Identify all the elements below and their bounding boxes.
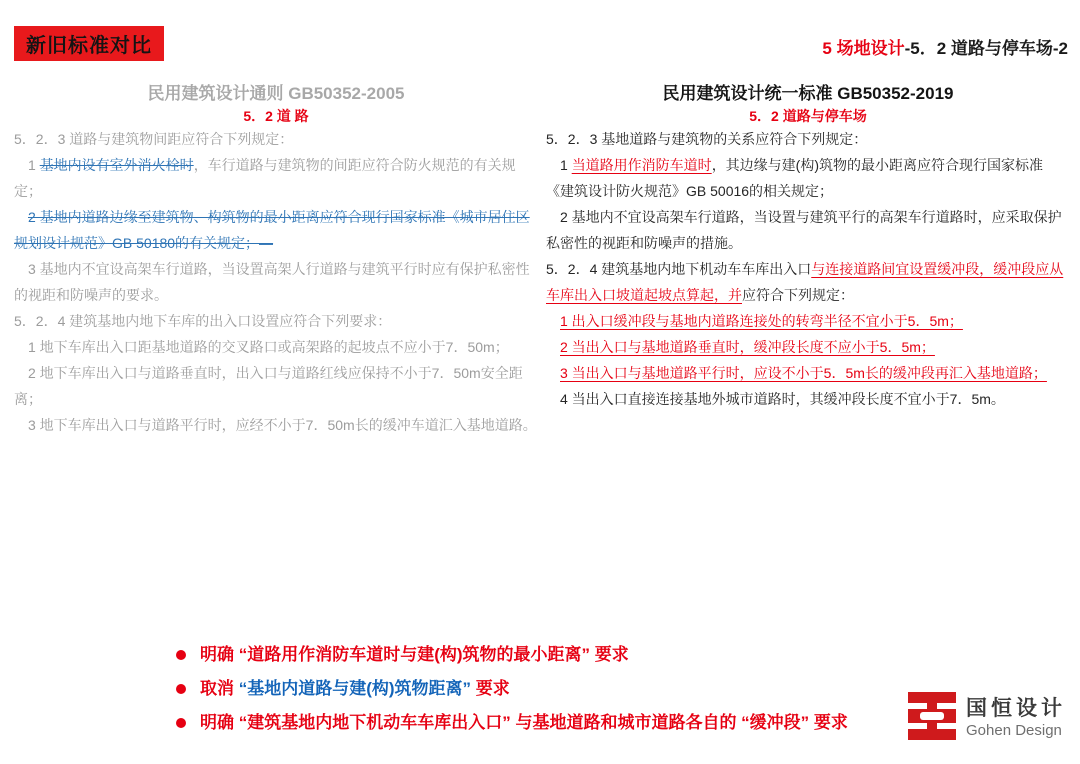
summary-item-3 [176,710,848,735]
summary-list [176,642,848,744]
new-clause-523: 5．2．3 基地道路与建筑物的关系应符合下列规定： [546,131,868,147]
new-clause-524-item4: 4 当出入口直接连接基地外城市道路时，其缓冲段长度不宜小于7．5m。 [560,391,1005,407]
new-item1-added-text: 当道路用作消防车道时 [571,157,712,173]
old-clause-523: 5．2．3 道路与建筑物间距应符合下列规定： [14,131,294,147]
old-item1-rest: ，车行道路与建筑物的间距应符合防火规范的有关规定； [14,157,516,199]
logo-name-en: Gohen Design [966,722,1062,739]
old-clause-524-item2: 2 地下车库出入口与道路垂直时，出入口与道路红线应保持不小于7．50m安全距离； [14,365,523,407]
new-clause-523-item2: 2 基地内不宜设高架车行道路，当设置与建筑平行的高架车行道路时，应采取保护私密性的视距和防噪声的措施。 [546,209,1062,251]
new-clause-524-lead: 5．2．4 建筑基地内地下机动车车库出入口 [546,261,812,277]
gohen-logo-mark-icon [908,692,956,744]
new-524-item3-text: 3 当出入口与基地道路平行时，应设不小于5．5m长的缓冲段再汇入基地道路； [560,365,1047,381]
summary-item-2-text [200,676,510,701]
new-clause-523-item1 [546,152,1070,204]
new-clause-524-item3-added [546,360,1070,386]
section-breadcrumb [822,34,1068,59]
bullet-dot-icon [176,684,186,694]
summary-item-3-text: 明确 “建筑基地内地下机动车车库出入口” 与基地道路和城市道路各自的 “缓冲段” 要求 [200,713,848,732]
section-breadcrumb-chapter: 5 场地设计 [822,39,905,58]
old-clause-523-item3: 3 基地内不宜设高架车行道路，当设置高架人行道路与建筑平行时应有保护私密性的视距和防噪声的要求。 [14,261,530,303]
new-clause-524-tail: 应符合下列规定： [742,287,854,303]
old-clause-523-item2-deleted [14,204,538,256]
old-standard-section: 5．2 道 路 [243,108,309,124]
comparison-badge: 新旧标准对比 [14,26,164,61]
new-item1-rest: ，其边缘与建(构)筑物的最小距离应符合现行国家标准《建筑设计防火规范》GB 50016的相关规定； [546,157,1044,199]
logo-name-cn: 国恒设计 [966,697,1066,720]
new-524-item1-text: 1 出入口缓冲段与基地内道路连接处的转弯半径不宜小于5．5m； [560,313,963,329]
summary-item-2 [176,676,848,701]
old-standard-column [14,82,538,438]
old-clause-524-item3: 3 地下车库出入口与道路平行时，应经不小于7．50m长的缓冲车道汇入基地道路。 [28,417,537,433]
new-standard-title: 民用建筑设计统一标准 GB50352-2019 [662,84,954,103]
summary-item-1-text: 明确 “道路用作消防车道时与建(构)筑物的最小距离” 要求 [200,645,629,664]
old-standard-title: 民用建筑设计通则 GB50352-2005 [147,84,405,103]
section-breadcrumb-sub: -5．2 道路与停车场-2 [904,39,1068,58]
logo-text [966,696,1066,740]
summary-item-2-tail: 要求 [471,679,510,698]
new-standard-section: 5．2 道路与停车场 [749,108,867,124]
old-clause-523-item1 [14,152,538,204]
new-item1-number: 1 [560,157,572,173]
summary-item-1 [176,642,848,667]
new-524-item2-text: 2 当出入口与基地道路垂直时，缓冲段长度不应小于5．5m； [560,339,935,355]
bullet-dot-icon [176,718,186,728]
company-logo [908,692,1066,744]
new-clause-524-item2-added [546,334,1070,360]
summary-item-2-quoted: “基地内道路与建(构)筑物距离” [238,679,472,698]
old-clause-524: 5．2．4 建筑基地内地下车库的出入口设置应符合下列要求： [14,313,392,329]
new-clause-524-added-text: 与连接道路间宜设置缓冲段，缓冲段应从车库出入口坡道起坡点算起，并 [546,261,1064,303]
summary-item-2-action: 取消 [200,679,239,698]
bullet-dot-icon [176,650,186,660]
new-clause-524-item1-added [546,308,1070,334]
old-clause-524-item1: 1 地下车库出入口距基地道路的交叉路口或高架路的起坡点不应小于7．50m； [28,339,509,355]
new-standard-column [546,82,1070,412]
old-item1-number: 1 [28,157,40,173]
old-item2-deleted-text: 2 基地内道路边缘至建筑物、构筑物的最小距离应符合现行国家标准《城市居住区规划设计规范》GB 50180的有关规定；— [14,209,530,251]
new-clause-524 [546,256,1070,308]
old-item1-deleted-text: 基地内设有室外消火栓时 [39,157,194,173]
